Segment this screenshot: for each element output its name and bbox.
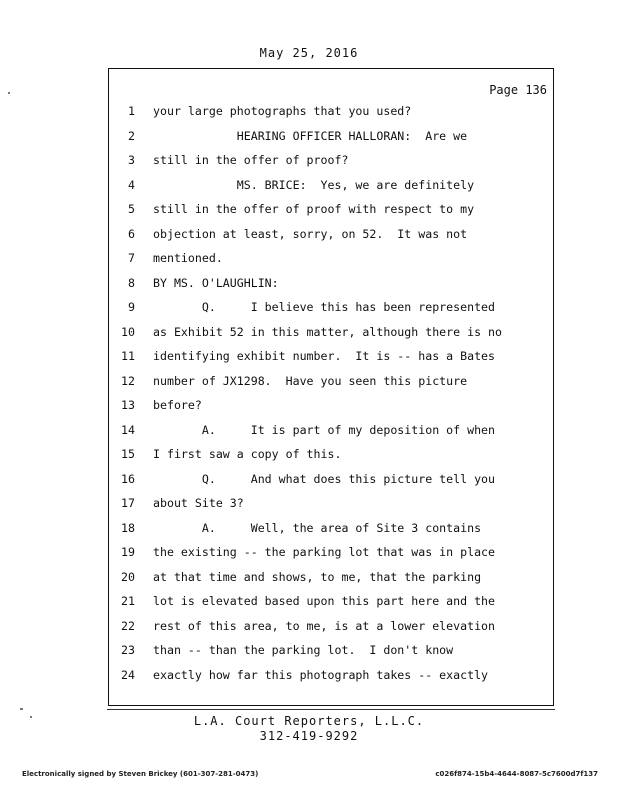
- transcript-line: [109, 369, 553, 394]
- transcript-line: [109, 222, 553, 247]
- line-text: the existing -- the parking lot that was in place: [153, 545, 496, 559]
- line-text: still in the offer of proof with respect to my: [153, 202, 475, 216]
- scan-speck: [8, 92, 10, 94]
- line-text: than -- than the parking lot. I don't know: [153, 643, 454, 657]
- line-text: A. Well, the area of Site 3 contains: [153, 520, 482, 535]
- header-date: May 25, 2016: [259, 46, 359, 60]
- line-number: 14: [121, 422, 135, 437]
- line-number: 7: [128, 251, 135, 265]
- line-number: 16: [121, 471, 135, 486]
- line-text: MS. BRICE: Yes, we are definitely: [153, 177, 475, 192]
- line-number: 12: [121, 373, 135, 388]
- transcript-line: [109, 344, 553, 369]
- line-number: 19: [121, 545, 135, 559]
- line-number: 20: [121, 569, 135, 584]
- transcript-line: [109, 614, 553, 639]
- transcript-line: [109, 148, 553, 173]
- transcript-line: [109, 663, 553, 688]
- transcript-line: [109, 124, 553, 149]
- transcript-line: [109, 271, 553, 296]
- line-number: 21: [121, 594, 135, 608]
- line-number: 6: [128, 226, 135, 241]
- transcript-line: [109, 442, 553, 467]
- transcript-lines: [109, 99, 553, 687]
- line-text: number of JX1298. Have you seen this picture: [153, 373, 468, 388]
- footer: [0, 714, 618, 744]
- transcript-line: [109, 516, 553, 541]
- transcript-line: [109, 589, 553, 614]
- line-number: 11: [121, 349, 135, 363]
- line-text: still in the offer of proof?: [153, 153, 349, 167]
- transcript-line: [109, 491, 553, 516]
- line-number: 22: [121, 618, 135, 633]
- line-number: 4: [128, 177, 135, 192]
- document-hash: c026f874-15b4-4644-8087-5c7600d7f137: [435, 770, 598, 778]
- line-text: HEARING OFFICER HALLORAN: Are we: [153, 128, 468, 143]
- transcript-line: [109, 393, 553, 418]
- line-text: exactly how far this photograph takes -- exactly: [153, 667, 489, 682]
- line-number: 15: [121, 447, 135, 461]
- transcript-line: [109, 540, 553, 565]
- transcript-line: [109, 246, 553, 271]
- line-text: BY MS. O'LAUGHLIN:: [153, 275, 279, 290]
- transcript-line: [109, 295, 553, 320]
- line-text: identifying exhibit number. It is -- has a Bates: [153, 349, 496, 363]
- line-text: at that time and shows, to me, that the parking: [153, 569, 482, 584]
- transcript-line: [109, 638, 553, 663]
- line-number: 17: [121, 496, 135, 510]
- line-number: 10: [121, 324, 135, 339]
- line-text: before?: [153, 398, 202, 412]
- electronic-signature: Electronically signed by Steven Brickey (601-307-281-0473): [22, 770, 259, 778]
- line-number: 24: [121, 667, 135, 682]
- line-number: 23: [121, 643, 135, 657]
- line-number: 8: [128, 275, 135, 290]
- transcript-line: [109, 467, 553, 492]
- line-number: 3: [128, 153, 135, 167]
- line-number: 18: [121, 520, 135, 535]
- transcript-line: [109, 320, 553, 345]
- line-number: 9: [128, 300, 135, 314]
- line-text: about Site 3?: [153, 496, 244, 510]
- line-number: 13: [121, 398, 135, 412]
- reporter-phone: 312-419-9292: [259, 729, 359, 743]
- line-text: lot is elevated based upon this part here and the: [153, 594, 496, 608]
- scan-speck: [20, 708, 23, 710]
- line-text: A. It is part of my deposition of when: [153, 422, 496, 437]
- reporter-company: L.A. Court Reporters, L.L.C.: [193, 714, 425, 728]
- scan-speck: [30, 716, 32, 718]
- transcript-line: [109, 99, 553, 124]
- line-text: rest of this area, to me, is at a lower elevation: [153, 618, 496, 633]
- page-number: Page 136: [489, 83, 547, 97]
- line-text: objection at least, sorry, on 52. It was not: [153, 226, 468, 241]
- transcript-line: [109, 197, 553, 222]
- line-number: 1: [128, 104, 135, 118]
- line-text: Q. I believe this has been represented: [153, 300, 496, 314]
- line-text: your large photographs that you used?: [153, 104, 412, 118]
- line-text: mentioned.: [153, 251, 223, 265]
- line-text: I first saw a copy of this.: [153, 447, 342, 461]
- transcript-line: [109, 173, 553, 198]
- line-text: as Exhibit 52 in this matter, although there is no: [153, 324, 503, 339]
- transcript-line: [109, 418, 553, 443]
- line-number: 2: [128, 128, 135, 143]
- transcript-line: [109, 565, 553, 590]
- line-text: Q. And what does this picture tell you: [153, 471, 496, 486]
- transcript-frame: [108, 68, 554, 706]
- line-number: 5: [128, 202, 135, 216]
